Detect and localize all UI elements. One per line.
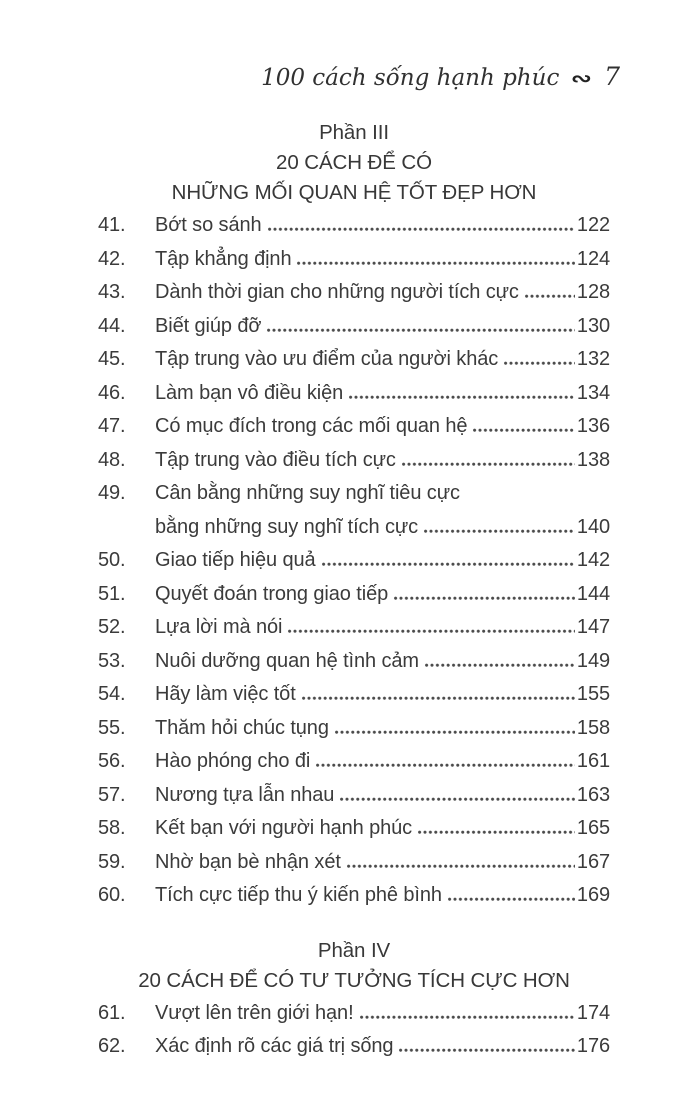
entry-number: 45.	[98, 348, 126, 370]
entry-title: Có mục đích trong các mối quan hệ	[155, 415, 468, 437]
dotted-leader	[335, 729, 575, 734]
entry-page-number: 147	[576, 616, 610, 638]
dotted-leader	[297, 260, 574, 265]
dotted-leader	[316, 762, 575, 767]
dotted-leader	[288, 628, 575, 633]
entry-title: Quyết đoán trong giao tiếp	[155, 582, 389, 605]
entry-number: 60.	[98, 884, 126, 906]
toc-entry	[98, 750, 610, 784]
entry-title: Lựa lời mà nói	[155, 616, 283, 638]
entry-number: 54.	[98, 683, 126, 705]
entry-page-number: 174	[576, 1001, 610, 1024]
entry-page-number: 138	[576, 448, 610, 471]
entry-title: Làm bạn vô điều kiện	[155, 381, 344, 404]
toc-entry	[98, 415, 610, 449]
entry-page-number: 122	[576, 214, 610, 236]
entry-title: Tích cực tiếp thu ý kiến phê bình	[155, 884, 442, 906]
entry-page-number: 124	[576, 247, 610, 270]
toc-entry	[98, 683, 610, 717]
entry-number: 50.	[98, 549, 126, 571]
entry-number: 58.	[98, 817, 126, 839]
toc-entry	[98, 616, 610, 650]
entry-number: 55.	[98, 716, 126, 739]
entry-title: Nuôi dưỡng quan hệ tình cảm	[155, 649, 419, 672]
entry-number: 56.	[98, 750, 126, 772]
entry-title: Dành thời gian cho những người tích cực	[155, 281, 519, 303]
toc-entry	[98, 449, 610, 483]
entry-title: Biết giúp đỡ	[155, 314, 262, 337]
dotted-leader	[394, 595, 575, 600]
entry-title: Nương tựa lẫn nhau	[155, 783, 335, 806]
entry-title: Vượt lên trên giới hạn!	[155, 1001, 354, 1024]
toc-entry	[98, 214, 610, 248]
entry-page-number: 134	[576, 381, 610, 404]
toc-entry	[98, 583, 610, 617]
part-title: 20 CÁCH ĐỂ CÓ	[276, 151, 432, 174]
entry-number: 41.	[98, 214, 126, 236]
entry-title: Kết bạn với người hạnh phúc	[155, 817, 413, 839]
dotted-leader	[302, 695, 575, 700]
entry-page-number: 142	[576, 549, 610, 571]
entry-page-number: 144	[576, 582, 610, 605]
dotted-leader	[418, 829, 575, 834]
entry-page-number: 167	[576, 850, 610, 873]
toc-entry	[98, 482, 610, 516]
dotted-leader	[402, 461, 575, 466]
toc-entry	[98, 650, 610, 684]
entry-title: Xác định rõ các giá trị sống	[155, 1035, 394, 1057]
toc-entry	[98, 315, 610, 349]
entry-number: 48.	[98, 448, 126, 471]
entry-title: Thăm hỏi chúc tụng	[155, 716, 329, 739]
toc-entry	[98, 382, 610, 416]
toc-entry-continuation	[98, 516, 610, 550]
entry-number: 44.	[98, 314, 126, 337]
entry-title: Cân bằng những suy nghĩ tiêu cực	[155, 482, 460, 504]
toc-entry	[98, 248, 610, 282]
entry-page-number: 136	[576, 415, 610, 437]
entry-page-number: 176	[576, 1035, 610, 1057]
entry-title: Hào phóng cho đi	[155, 750, 311, 772]
entry-title: Tập trung vào điều tích cực	[155, 448, 396, 471]
dotted-leader	[360, 1014, 575, 1019]
dotted-leader	[473, 427, 574, 432]
entry-number: 46.	[98, 381, 126, 404]
entry-title: Bớt so sánh	[155, 214, 262, 236]
part-label: Phần III	[319, 121, 389, 144]
entry-list	[98, 214, 610, 918]
entry-title: Tập khẳng định	[155, 247, 292, 270]
entry-page-number: 130	[576, 314, 610, 337]
entry-number: 62.	[98, 1035, 126, 1057]
book-title: 100 cách sống hạnh phúc	[261, 65, 560, 91]
entry-page-number: 132	[576, 348, 610, 370]
toc-entry	[98, 817, 610, 851]
entry-page-number: 155	[576, 683, 610, 705]
toc-entry	[98, 549, 610, 583]
entry-title: Hãy làm việc tốt	[155, 683, 296, 705]
toc-entry	[98, 784, 610, 818]
header-page-number: 7	[604, 62, 620, 91]
entry-page-number: 163	[576, 783, 610, 806]
dotted-leader	[347, 863, 575, 868]
entry-number: 51.	[98, 582, 126, 605]
entry-number: 49.	[98, 482, 126, 504]
entry-title: Giao tiếp hiệu quả	[155, 549, 316, 571]
dotted-leader	[267, 327, 574, 332]
entry-number: 57.	[98, 783, 126, 806]
dotted-leader	[525, 293, 575, 298]
entry-page-number: 128	[576, 281, 610, 303]
toc-entry	[98, 851, 610, 885]
dotted-leader	[340, 796, 575, 801]
toc-section	[98, 118, 610, 918]
toc-entry	[98, 884, 610, 918]
entry-list	[98, 1002, 610, 1069]
dotted-leader	[448, 896, 575, 901]
entry-number: 53.	[98, 649, 126, 672]
part-label: Phần IV	[317, 938, 391, 962]
entry-number: 42.	[98, 247, 126, 270]
dotted-leader	[399, 1047, 574, 1052]
entry-page-number: 165	[576, 817, 610, 839]
toc-entry	[98, 348, 610, 382]
entry-page-number: 161	[576, 750, 610, 772]
entry-number: 52.	[98, 616, 126, 638]
entry-page-number: 140	[576, 515, 610, 538]
dotted-leader	[466, 494, 608, 499]
entry-number: 43.	[98, 281, 126, 303]
dotted-leader	[322, 561, 575, 566]
toc-entry	[98, 1035, 610, 1069]
part-title: NHỮNG MỐI QUAN HỆ TỐT ĐẸP HƠN	[171, 181, 537, 204]
ornament-icon: ∾	[571, 66, 593, 90]
entry-number: 61.	[98, 1001, 126, 1024]
dotted-leader	[504, 360, 575, 365]
toc-entry	[98, 281, 610, 315]
entry-title: Nhờ bạn bè nhận xét	[155, 850, 341, 873]
toc-entry	[98, 1002, 610, 1036]
toc-entry	[98, 717, 610, 751]
dotted-leader	[268, 226, 575, 231]
toc-section	[98, 936, 610, 1069]
dotted-leader	[425, 662, 575, 667]
entry-title-line2: bằng những suy nghĩ tích cực	[155, 515, 419, 538]
running-header	[0, 62, 620, 91]
dotted-leader	[424, 528, 575, 533]
dotted-leader	[349, 394, 575, 399]
entry-title: Tập trung vào ưu điểm của người khác	[155, 348, 499, 370]
entry-number: 59.	[98, 850, 126, 873]
entry-number: 47.	[98, 415, 126, 437]
entry-page-number: 149	[576, 649, 610, 672]
table-of-contents	[98, 118, 610, 1069]
entry-page-number: 158	[576, 716, 610, 739]
entry-page-number: 169	[576, 884, 610, 906]
part-title: 20 CÁCH ĐỂ CÓ TƯ TƯỞNG TÍCH CỰC HƠN	[138, 968, 570, 992]
